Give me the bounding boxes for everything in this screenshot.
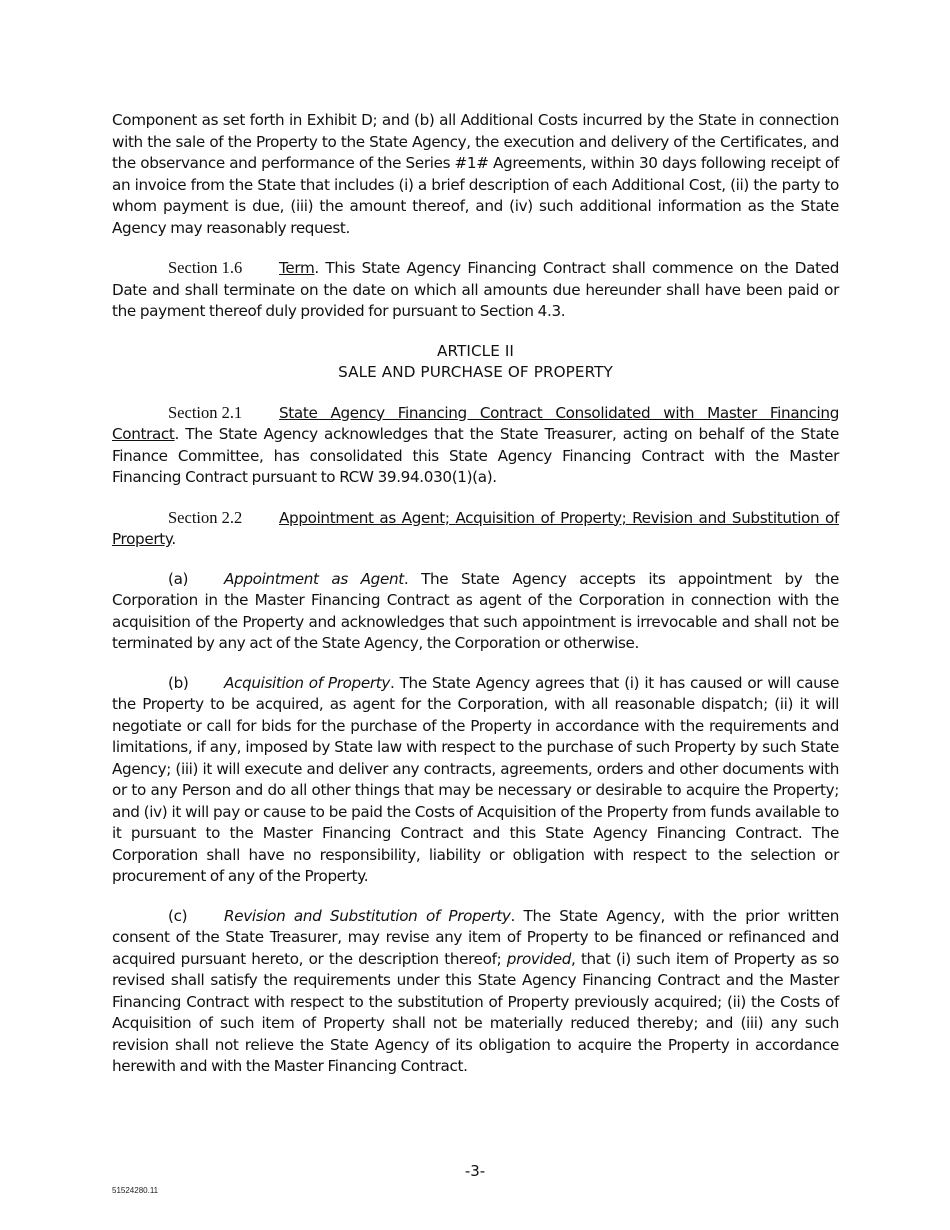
subsection-a: [112, 569, 839, 655]
section-label: Section 1.6: [168, 258, 243, 277]
document-body: [112, 110, 839, 1096]
provided-term: provided: [506, 949, 572, 968]
section-2-2: [112, 507, 839, 551]
subsection-text-cont: , that (i) such item of Property as so revised shall satisfy the requirements under this State Agency Financing Contract and the Master Financing Contract with respect to the substitution of Property previously acquired; (ii) the Costs of Acquisition of such item of Property shall not be materially reduced thereby; and (iii) any such revision shall not relieve the State Agency of its obligation to acquire the Property in accordance herewith and with the Master Financing Contract.: [112, 949, 839, 1075]
section-title: State Agency Financing Contract Consolidated with Master Financing Contract: [112, 403, 839, 443]
subsection-label: (b): [168, 673, 189, 692]
section-label: Section 2.1: [168, 402, 243, 422]
subsection-label: (a): [168, 569, 189, 588]
article-title: SALE AND PURCHASE OF PROPERTY: [338, 363, 613, 381]
subsection-text: . The State Agency agrees that (i) it has caused or will cause the Property to be acquired, as agent for the Corporation, with all reasonable dispatch; (ii) it will negotiate or call for bids for the purchase of the Property in accordance with the requirements and limitations, if any, imposed by State law with respect to the purchase of such Property by such State Agency; (iii) it will execute and deliver any contracts, agreements, orders and other documents with or to any Person and do all other things that may be necessary or desirable to acquire the Property; and (iv) it will pay or cause to be paid the Costs of Acquisition of the Property from funds available to it pursuant to the Master Financing Contract and this State Agency Financing Contract. The Corporation shall have no responsibility, liability or obligation with respect to the selection or procurement of any of the Property.: [112, 673, 839, 885]
subsection-title: Acquisition of Property: [224, 673, 390, 692]
subsection-label: (c): [168, 906, 188, 925]
subsection-c: [112, 906, 839, 1078]
subsection-title: Appointment as Agent: [224, 569, 404, 588]
page-number: -3-: [464, 1162, 486, 1180]
section-2-1: [112, 402, 839, 489]
paragraph-continuation: Component as set forth in Exhibit D; and (b) all Additional Costs incurred by the State in connection with the sale of the Property to the State Agency, the execution and delivery of the Certificates, and the observance and performance of the Series #1# Agreements, within 30 days following receipt of an invoice from the State that includes (i) a brief description of each Additional Cost, (ii) the party to whom payment is due, (iii) the amount thereof, and (iv) such additional information as the State Agency may reasonably request.: [112, 111, 839, 237]
subsection-text: . The State Agency accepts its appointment by the Corporation in the Master Financing Contract as agent of the Corporation in connection with the acquisition of the Property and acknowledges that such appointment is irrevocable and shall not be terminated by any act of the State Agency, the Corporation or otherwise.: [112, 569, 840, 652]
document-id: 51524280.11: [112, 1186, 159, 1195]
article-number: ARTICLE II: [436, 341, 515, 360]
section-text: . This State Agency Financing Contract shall commence on the Dated Date and shall terminate on the date on which all amounts due hereunder shall have been paid or the payment thereof duly provided for pursuant to Section 4.3.: [112, 259, 839, 320]
section-text: .: [171, 530, 176, 548]
section-1-6: [112, 257, 839, 323]
subsection-b: [112, 673, 839, 888]
section-title: Term: [279, 259, 315, 277]
subsection-title: Revision and Substitution of Property: [224, 906, 511, 925]
section-label: Section 2.2: [168, 507, 243, 527]
section-text: . The State Agency acknowledges that the State Treasurer, acting on behalf of the State Finance Committee, has consolidated this State Agency Financing Contract with the Master Financing Contract pursuant to RCW 39.94.030(1)(a).: [112, 425, 839, 486]
section-title: Appointment as Agent; Acquisition of Property; Revision and Substitution of Property: [112, 508, 839, 548]
article-heading: [112, 341, 839, 384]
subsection-text: . The State Agency, with the prior written consent of the State Treasurer, may revise any item of Property to be financed or refinanced and acquired pursuant hereto, or the description thereof;: [112, 906, 839, 968]
